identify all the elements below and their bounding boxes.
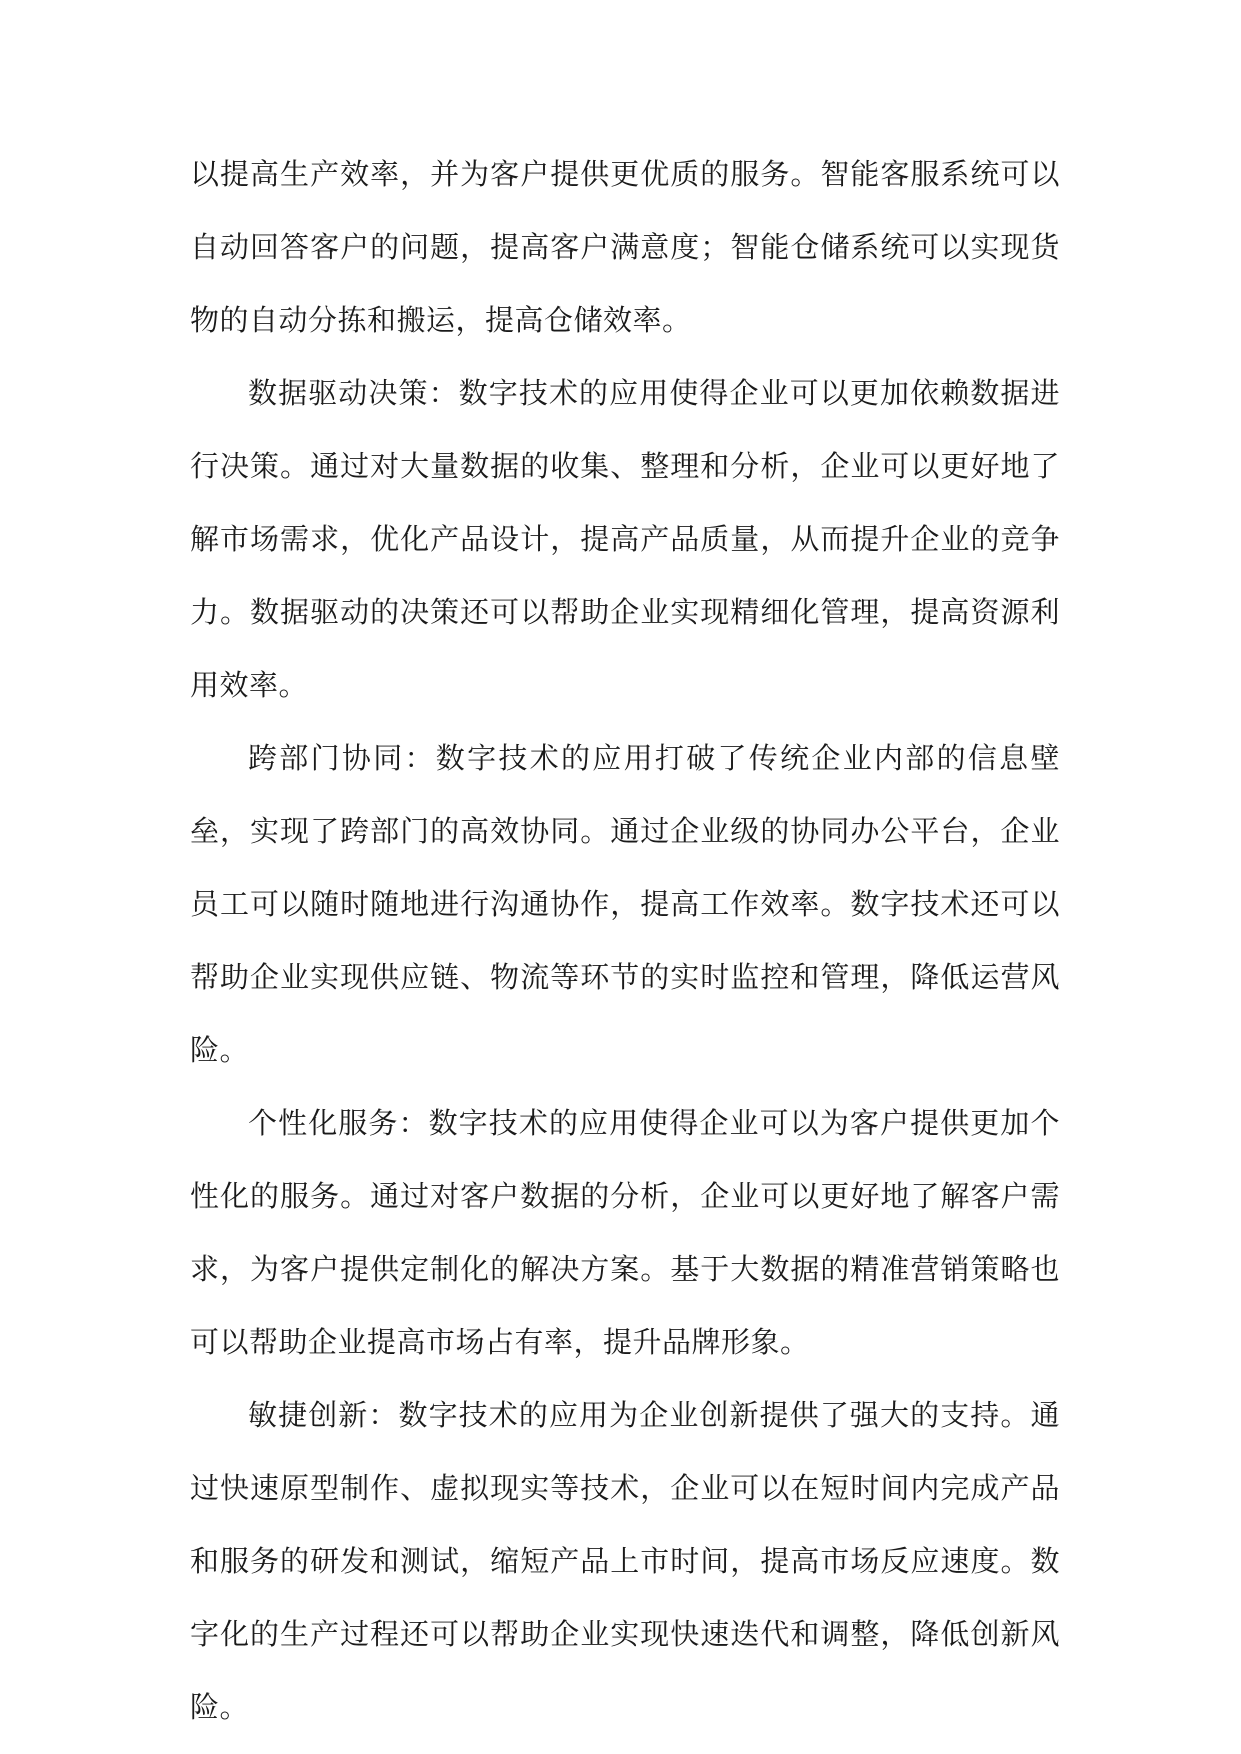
- paragraph-personalized-service: 个性化服务：数字技术的应用使得企业可以为客户提供更加个性化的服务。通过对客户数据的分析，企业可以更好地了解客户需求，为客户提供定制化的解决方案。基于大数据的精准营销策略也可以帮助企业提高市场占有率，提升品牌形象。: [190, 1106, 1060, 1359]
- paragraph-continuation: 以提高生产效率，并为客户提供更优质的服务。智能客服系统可以自动回答客户的问题，提高客户满意度；智能仓储系统可以实现货物的自动分拣和搬运，提高仓储效率。: [190, 157, 1060, 337]
- document-page: [190, 138, 1060, 1744]
- paragraph-agile-innovation: 敏捷创新：数字技术的应用为企业创新提供了强大的支持。通过快速原型制作、虚拟现实等技术，企业可以在短时间内完成产品和服务的研发和测试，缩短产品上市时间，提高市场反应速度。数字化的生产过程还可以帮助企业实现快速迭代和调整，降低创新风险。: [190, 1398, 1060, 1724]
- paragraph-cross-department-collaboration: 跨部门协同：数字技术的应用打破了传统企业内部的信息壁垒，实现了跨部门的高效协同。通过企业级的协同办公平台，企业员工可以随时随地进行沟通协作，提高工作效率。数字技术还可以帮助企业实现供应链、物流等环节的实时监控和管理，降低运营风险。: [190, 741, 1060, 1067]
- paragraph-data-driven-decisions: 数据驱动决策：数字技术的应用使得企业可以更加依赖数据进行决策。通过对大量数据的收集、整理和分析，企业可以更好地了解市场需求，优化产品设计，提高产品质量，从而提升企业的竞争力。数据驱动的决策还可以帮助企业实现精细化管理，提高资源利用效率。: [190, 376, 1060, 702]
